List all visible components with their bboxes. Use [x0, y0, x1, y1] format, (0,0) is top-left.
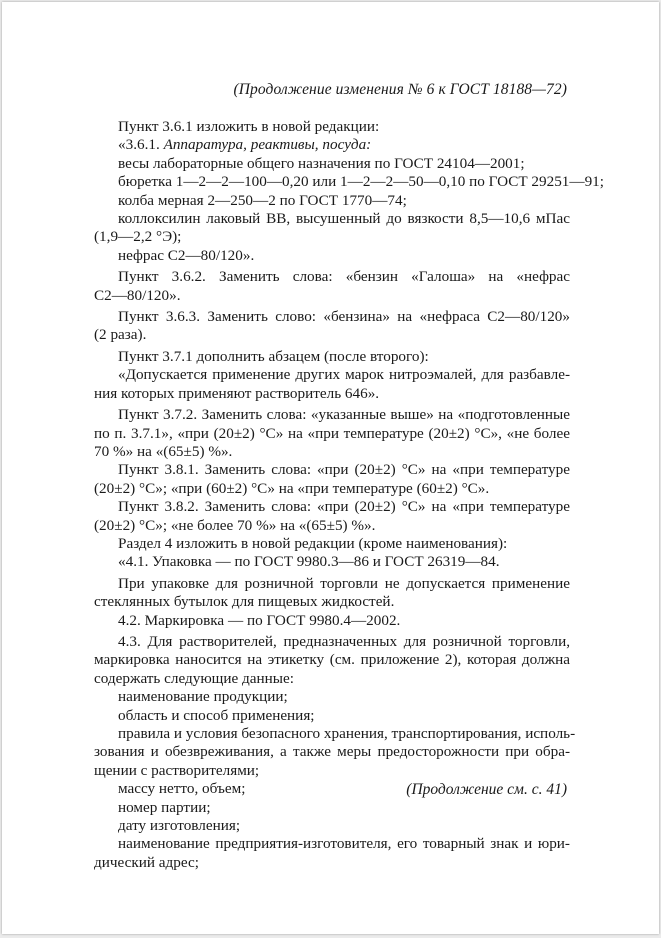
list-item: наименование продукции;	[118, 688, 288, 706]
list-item: бюретка 1—2—2—100—0,20 или 1—2—2—50—0,10 по ГОСТ 29251—91;	[118, 173, 604, 191]
list-item: весы лабораторные общего назначения по ГОСТ 24104—2001;	[118, 154, 525, 172]
list-item: колба мерная 2—250—2 по ГОСТ 1770—74;	[118, 191, 407, 209]
italic-heading: Аппаратура, реактивы, посуда:	[163, 136, 372, 154]
list-item: коллоксилин лаковый ВВ, высушенный до вязкости 8,5—10,6 мПас (1,9—2,2 °Э);	[94, 210, 570, 246]
list-item: правила и условия безопасного хранения, транспортирования, исполь- зования и обезвреживания, а также меры предосторожности при обра- щении с растворителями;	[94, 725, 576, 779]
paragraph: 4.3. Для растворителей, предназначенных для розничной торговли, маркировка наносится на этикетку (см. приложение 2), которая должна содержать следующие данные:	[94, 632, 570, 687]
list-item: номер партии;	[118, 798, 211, 816]
paragraph: Пункт 3.8.1. Заменить слова: «при (20±2) °С» на «при температуре (20±2) °С»; «при (60±2) °С» на «при температуре (60±2) °С».	[94, 461, 570, 497]
document-page	[2, 2, 659, 934]
continuation-footer: (Продолжение см. с. 41)	[406, 781, 567, 798]
paragraph: При упаковке для розничной торговли не допускается применение стеклянных бутылок для пищевых жидкостей.	[94, 574, 570, 611]
document-body	[94, 118, 604, 872]
paragraph: 4.2. Маркировка — по ГОСТ 9980.4—2002.	[118, 611, 401, 629]
paragraph: Пункт 3.6.2. Заменить слова: «бензин «Галоша» на «нефрас С2—80/120».	[94, 268, 570, 304]
list-item: нефрас С2—80/120».	[118, 246, 255, 264]
list-item: область и способ применения;	[118, 706, 315, 724]
list-item: дату изготовления;	[118, 817, 241, 835]
paragraph: Пункт 3.6.3. Заменить слово: «бензина» на «нефраса С2—80/120» (2 раза).	[94, 308, 570, 344]
paragraph: «4.1. Упаковка — по ГОСТ 9980.3—86 и ГОСТ 26319—84.	[118, 553, 500, 571]
list-item: наименование предприятия-изготовителя, его товарный знак и юри- дический адрес;	[94, 835, 570, 871]
paragraph: Пункт 3.7.2. Заменить слова: «указанные выше» на «подготовленные по п. 3.7.1», «при (20±2) °С» на «при температуре (20±2) °С», «не более 70 %» на «(65±5) %».	[94, 406, 570, 460]
list-item: массу нетто, объем;	[118, 780, 246, 798]
paragraph: «Допускается применение других марок нитроэмалей, для разбавле- ния которых применяют растворитель 646».	[94, 366, 570, 402]
paragraph-heading-361: «3.6.1. Аппаратура, реактивы, посуда:	[118, 136, 372, 154]
paragraph: Пункт 3.8.2. Заменить слова: «при (20±2) °С» на «при температуре (20±2) °С»; «не более 70 %» на «(65±5) %».	[94, 498, 570, 534]
paragraph: Пункт 3.6.1 изложить в новой редакции:	[118, 118, 380, 135]
paragraph: Пункт 3.7.1 дополнить абзацем (после второго):	[118, 347, 429, 365]
continuation-header: (Продолжение изменения № 6 к ГОСТ 18188—72)	[233, 81, 567, 98]
paragraph: Раздел 4 изложить в новой редакции (кроме наименования):	[118, 534, 508, 552]
